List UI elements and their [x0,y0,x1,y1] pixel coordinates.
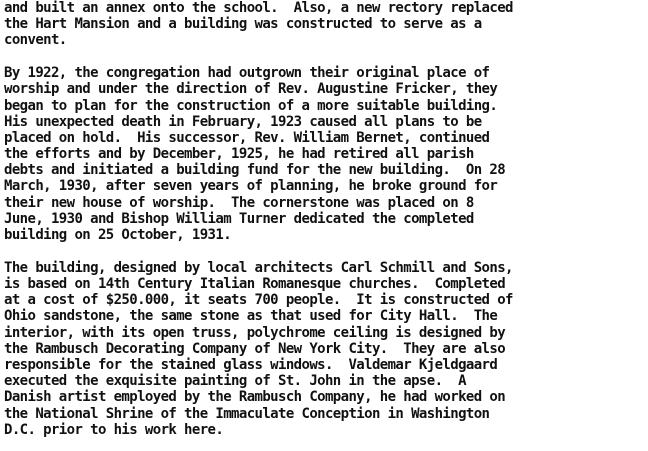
text-line: is based on 14th Century Italian Romanesque churches. Completed [4,276,506,292]
text-line: placed on hold. His successor, Rev. William Bernet, continued [4,129,490,146]
text-line: March, 1930, after seven years of planning, he broke ground for [4,178,498,195]
paragraph-spacer [4,49,648,66]
text-line: The building, designed by local architects Carl Schmill and Sons, [4,259,513,276]
text-line: His unexpected death in February, 1923 caused all plans to be [4,113,482,130]
text-line: began to plan for the construction of a more suitable building. [4,97,498,114]
text-line: Ohio sandstone, the same stone as that used for City Hall. The [4,308,498,325]
text-line: interior, with its open truss, polychrome ceiling is designed by [4,324,506,341]
paragraph-3 [4,260,648,438]
text-line: June, 1930 and Bishop William Turner dedicated the completed [4,210,474,227]
text-line: building on 25 October, 1931. [4,227,232,244]
text-line: Danish artist employed by the Rambusch Company, he had worked on [4,389,506,406]
text-line: By 1922, the congregation had outgrown their original place of [4,65,490,82]
text-line: the National Shrine of the Immaculate Conception in Washington [4,405,490,422]
text-line: the efforts and by December, 1925, he had retired all parish [4,146,474,163]
text-line: the Rambusch Decorating Company of New York City. They are also [4,340,506,357]
text-line: executed the exquisite painting of St. John in the apse. A [4,373,466,390]
text-line: the Hart Mansion and a building was constructed to serve as a [4,16,482,33]
document-page [4,0,648,451]
text-line: and built an annex onto the school. Also, a new rectory replaced [4,0,513,16]
text-line: responsible for the stained glass windows. Valdemar Kjeldgaard [4,356,498,373]
text-line: convent. [4,32,67,49]
paragraph-1 [4,0,648,49]
paragraph-2 [4,65,648,243]
text-line: their new house of worship. The cornerstone was placed on 8 [4,194,474,211]
text-line: D.C. prior to his work here. [4,421,224,438]
text-line: worship and under the direction of Rev. Augustine Fricker, they [4,81,498,98]
text-line: debts and initiated a building fund for the new building. On 28 [4,162,506,179]
text-line: at a cost of $250.000, it seats 700 people. It is constructed of [4,292,513,309]
paragraph-spacer [4,243,648,260]
